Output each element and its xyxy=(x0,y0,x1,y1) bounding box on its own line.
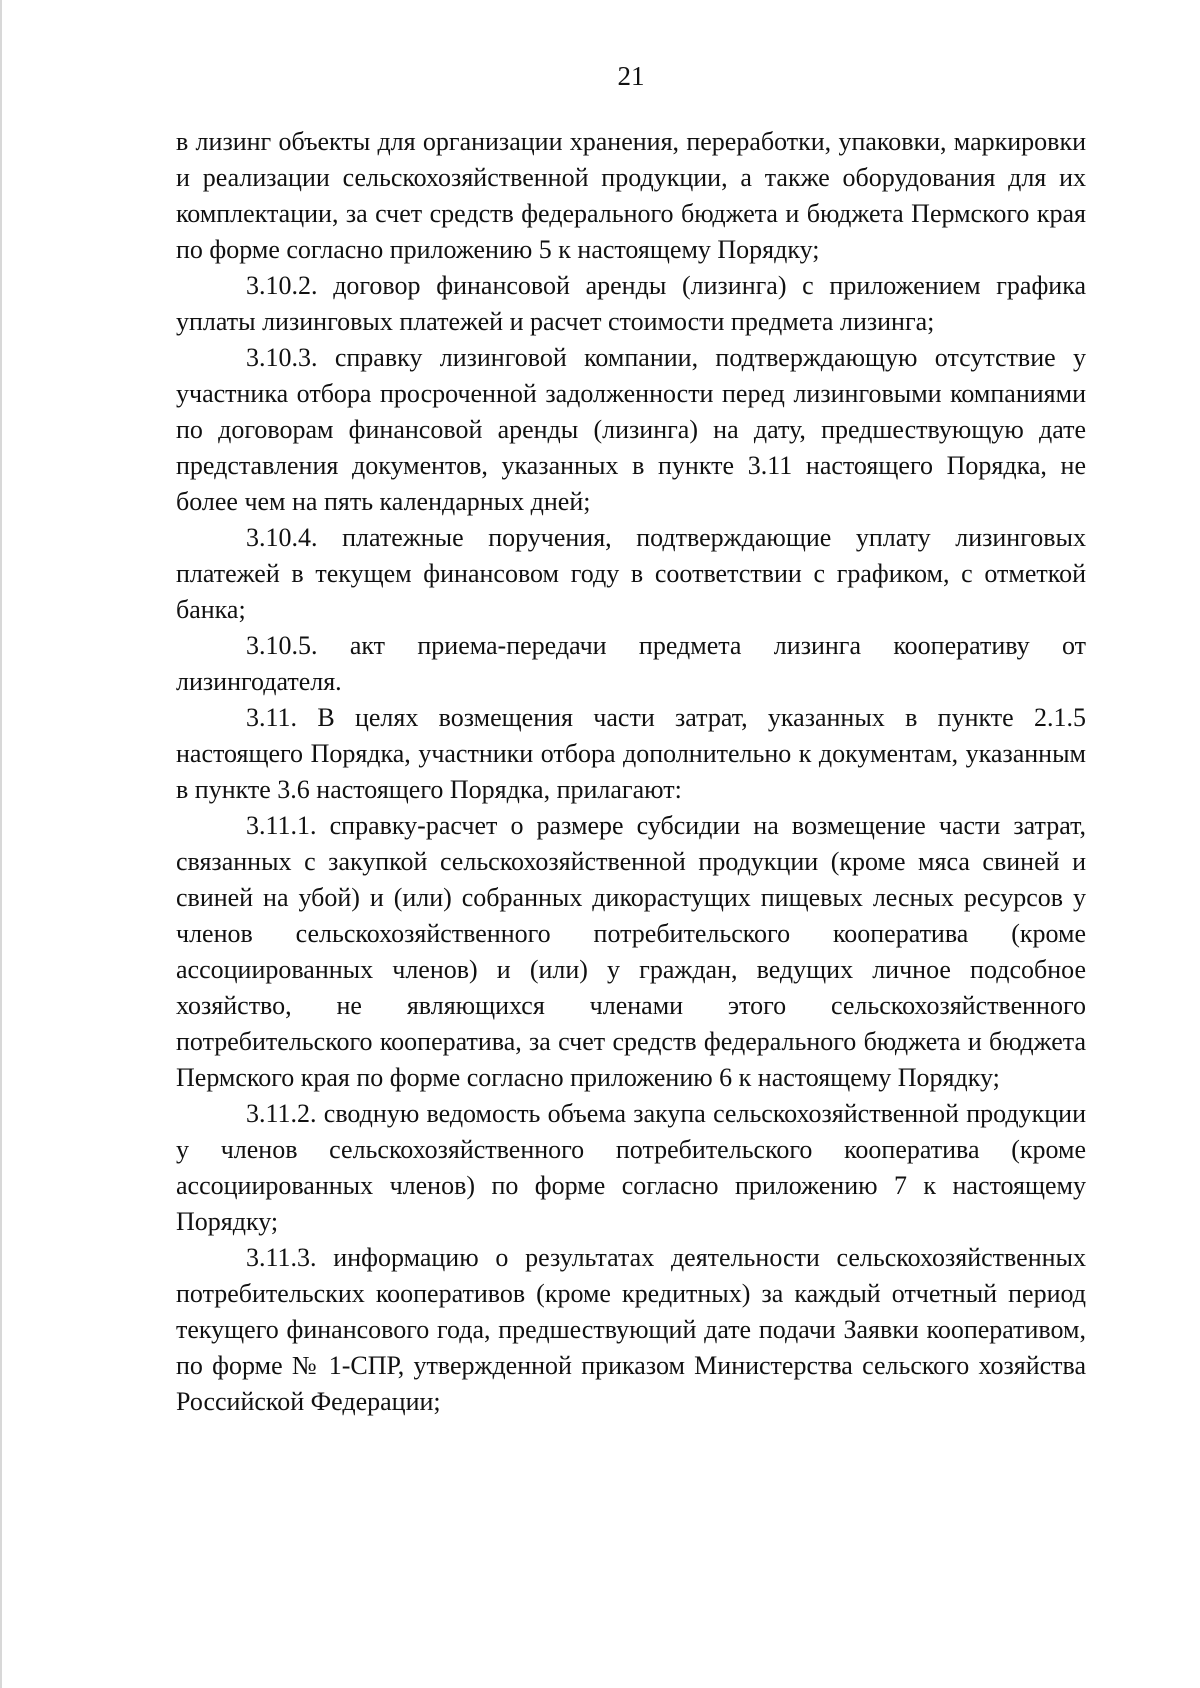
paragraph-3-10-4: 3.10.4. платежные поручения, подтверждающие уплату лизинговых платежей в текущем финансовом году в соответствии с графиком, с отметкой банка; xyxy=(176,523,1086,624)
paragraph-3-10-5: 3.10.5. акт приема-передачи предмета лизинга кооперативу от лизингодателя. xyxy=(176,631,1086,696)
page-number: 21 xyxy=(617,61,645,91)
paragraph-3-11-3: 3.11.3. информацию о результатах деятельности сельскохозяйственных потребительских кооперативов (кроме кредитных) за каждый отчетный период текущего финансового года, предшествующий дате подачи Заявки кооперативом, по форме № 1-СПР, утвержденной приказом Министерства сельского хозяйства Российской Федерации; xyxy=(176,1243,1086,1416)
paragraph-3-11-2: 3.11.2. сводную ведомость объема закупа сельскохозяйственной продукции у членов сельскохозяйственного потребительского кооператива (кроме ассоциированных членов) по форме согласно приложению 7 к настоящему Порядку; xyxy=(176,1099,1086,1236)
paragraph-3-11: 3.11. В целях возмещения части затрат, указанных в пункте 2.1.5 настоящего Порядка, участники отбора дополнительно к документам, указанным в пункте 3.6 настоящего Порядка, прилагают: xyxy=(176,703,1086,804)
paragraph-3-10-2: 3.10.2. договор финансовой аренды (лизинга) с приложением графика уплаты лизинговых платежей и расчет стоимости предмета лизинга; xyxy=(176,271,1086,336)
paragraph-continuation: в лизинг объекты для организации хранения, переработки, упаковки, маркировки и реализации сельскохозяйственной продукции, а также оборудования для их комплектации, за счет средств федерального бюджета и бюджета Пермского края по форме согласно приложению 5 к настоящему Порядку; xyxy=(176,127,1086,264)
document-body xyxy=(176,124,1086,1420)
paragraph-3-10-3: 3.10.3. справку лизинговой компании, подтверждающую отсутствие у участника отбора просроченной задолженности перед лизинговыми компаниями по договорам финансовой аренды (лизинга) на дату, предшествующую дате представления документов, указанных в пункте 3.11 настоящего Порядка, не более чем на пять календарных дней; xyxy=(176,343,1086,516)
paragraph-3-11-1: 3.11.1. справку-расчет о размере субсидии на возмещение части затрат, связанных с закупкой сельскохозяйственной продукции (кроме мяса свиней и свиней на убой) и (или) собранных дикорастущих пищевых лесных ресурсов у членов сельскохозяйственного потребительского кооператива (кроме ассоциированных членов) и (или) у граждан, ведущих личное подсобное хозяйство, не являющихся членами этого сельскохозяйственного потребительского кооператива, за счет средств федерального бюджета и бюджета Пермского края по форме согласно приложению 6 к настоящему Порядку; xyxy=(176,811,1086,1092)
